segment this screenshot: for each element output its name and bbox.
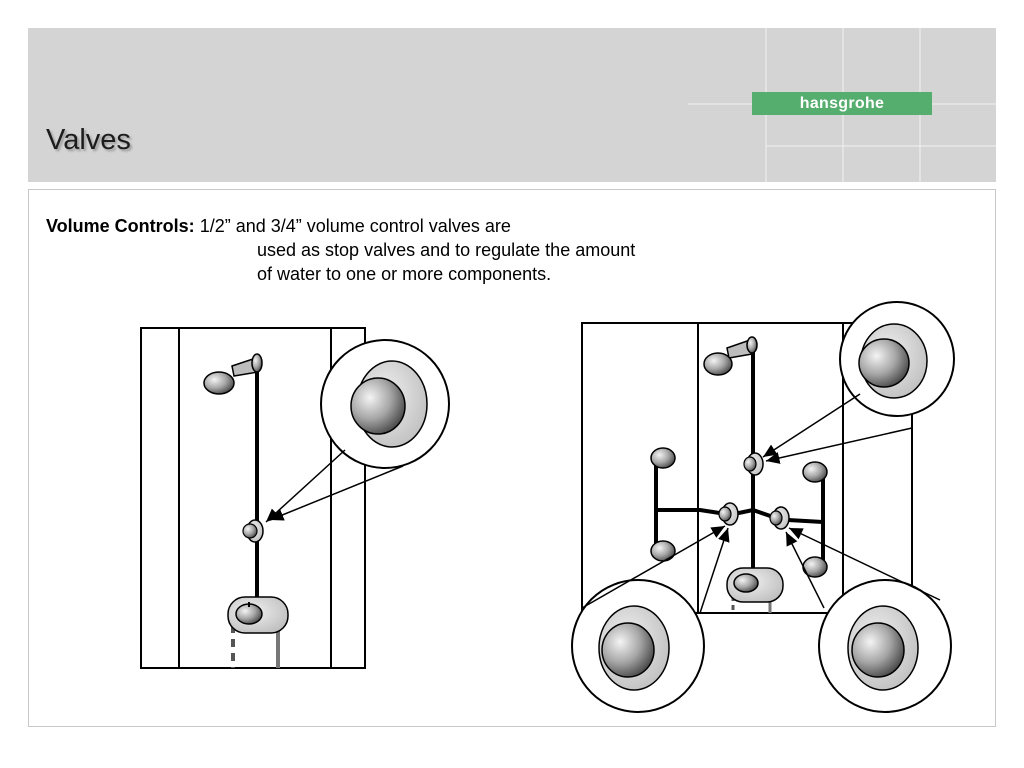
thermostatic-trim-icon (727, 568, 783, 602)
description-line-1: 1/2” and 3/4” volume control valves are (199, 216, 511, 236)
hansgrohe-logo: hansgrohe (752, 92, 932, 115)
thermostatic-trim-icon (228, 597, 288, 633)
description-line-3: of water to one or more components. (257, 264, 552, 284)
description-label: Volume Controls: (46, 216, 195, 236)
valve-zoom-circle-bottom-right (819, 580, 951, 712)
page-title: Valves (46, 124, 131, 156)
valve-zoom-circle (321, 340, 449, 468)
multi-valve-shower-diagram (572, 302, 954, 712)
valve-zoom-circle-bottom-left (572, 580, 704, 712)
valve-zoom-circle-top (840, 302, 954, 416)
description-line-2: used as stop valves and to regulate the amount (257, 240, 636, 260)
single-valve-shower-diagram (141, 328, 449, 668)
